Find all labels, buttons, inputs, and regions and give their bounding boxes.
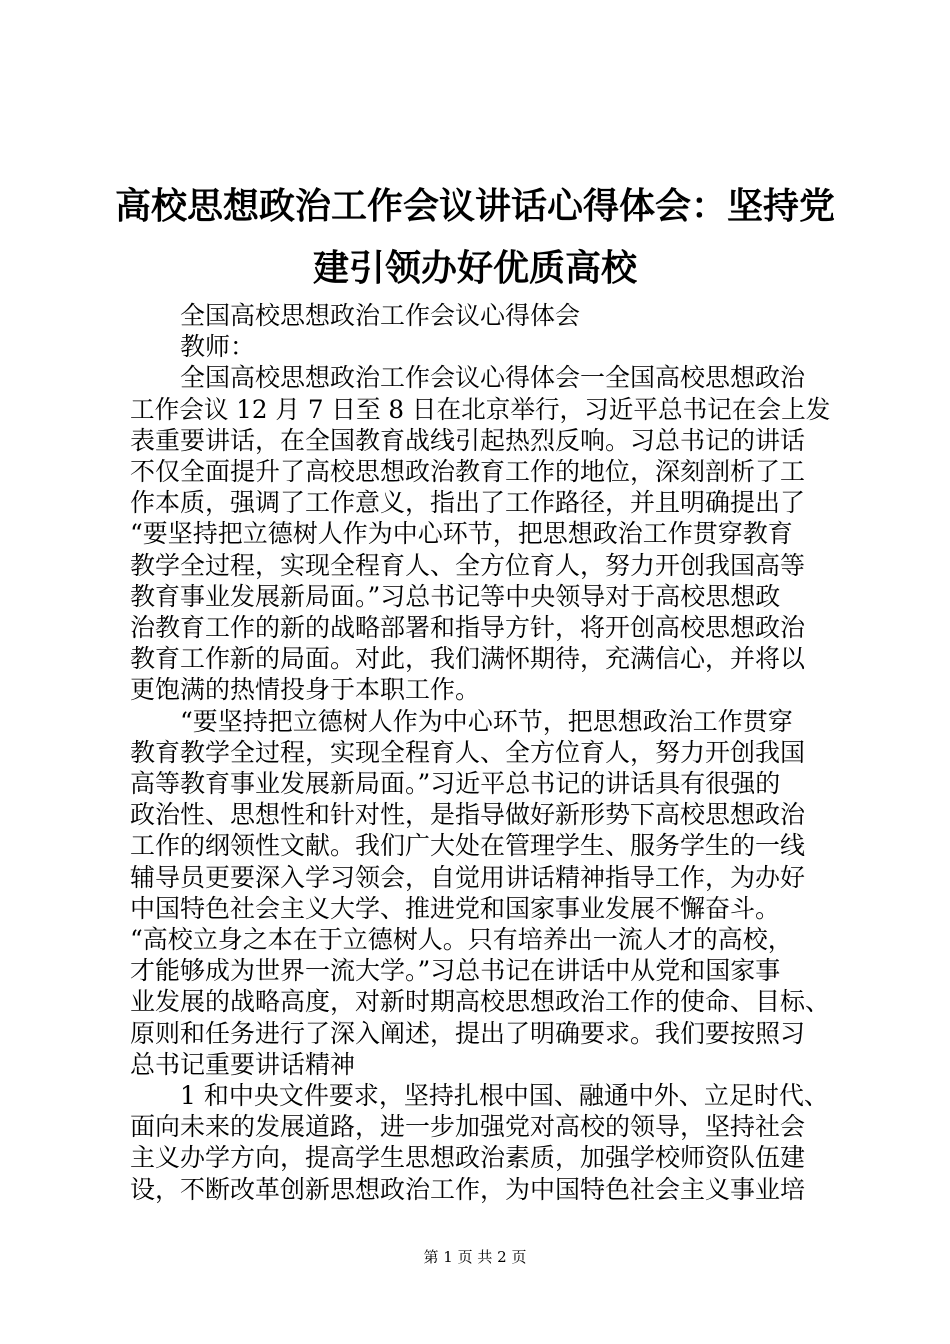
title-text: 建引领办好优质高校 xyxy=(312,247,637,289)
body-line: 总书记重要讲话精神 xyxy=(130,1049,356,1079)
body-line: 业发展的战略高度，对新时期高校思想政治工作的使命、目标、 xyxy=(130,987,831,1017)
body-line: “高校立身之本在于立德树人。只有培养出一流人才的高校， xyxy=(130,925,793,954)
body-line: 中国特色社会主义大学、推进党和国家事业发展不懈奋斗。 xyxy=(130,893,781,923)
body-line: 治教育工作的新的战略部署和指导方针，将开创高校思想政治 xyxy=(130,613,806,642)
body-line: 教育工作新的局面。对此，我们满怀期待，充满信心，并将以 xyxy=(130,644,806,674)
page-footer: 第 1 页 共 2 页 xyxy=(423,1248,527,1266)
body-line: 设，不断改革创新思想政治工作，为中国特色社会主义事业培 xyxy=(130,1174,806,1204)
body-line: 1 和中央文件要求，坚持扎根中国、融通中外、立足时代、 xyxy=(180,1081,829,1110)
document-title-line-2 xyxy=(100,247,850,289)
body-line: 教育教学全过程，实现全程育人、全方位育人，努力开创我国 xyxy=(130,737,806,767)
body-line: 工作的纲领性文献。我们广大处在管理学生、服务学生的一线 xyxy=(130,831,806,861)
body-line: 作本质，强调了工作意义，指出了工作路径，并且明确提出了 xyxy=(130,488,806,518)
body-line: 面向未来的发展道路，进一步加强党对高校的领导，坚持社会 xyxy=(130,1112,806,1142)
body-line: 教学全过程，实现全程育人、全方位育人，努力开创我国高等 xyxy=(130,550,806,580)
body-line: 辅导员更要深入学习领会，自觉用讲话精神指导工作，为办好 xyxy=(130,862,806,892)
body-line: “要坚持把立德树人作为中心环节，把思想政治工作贯穿教育 xyxy=(130,519,793,549)
body-line: 全国高校思想政治工作会议心得体会一全国高校思想政治 xyxy=(180,363,806,393)
body-line: 教师： xyxy=(180,332,256,362)
body-line: 才能够成为世界一流大学。”习总书记在讲话中从党和国家事 xyxy=(130,956,781,986)
body-line: 原则和任务进行了深入阐述，提出了明确要求。我们要按照习 xyxy=(130,1018,806,1048)
body-line: 高等教育事业发展新局面。”习近平总书记的讲话具有很强的 xyxy=(130,769,781,798)
body-line: 教育事业发展新局面。”习总书记等中央领导对于高校思想政 xyxy=(130,581,781,611)
document-title-line-1 xyxy=(100,185,850,227)
body-line: 更饱满的热情投身于本职工作。 xyxy=(130,675,481,705)
body-line: 主义办学方向，提高学生思想政治素质，加强学校师资队伍建 xyxy=(130,1143,806,1173)
body-line: 工作会议 12 月 7 日至 8 日在北京举行，习近平总书记在会上发 xyxy=(130,394,831,424)
title-text: 高校思想政治工作会议讲话心得体会：坚持党 xyxy=(114,185,835,227)
body-line: 表重要讲话，在全国教育战线引起热烈反响。习总书记的讲话 xyxy=(130,425,806,455)
body-line: 政治性、思想性和针对性，是指导做好新形势下高校思想政治 xyxy=(130,800,806,830)
body-line: “要坚持把立德树人作为中心环节，把思想政治工作贯穿 xyxy=(180,706,793,736)
body-line: 全国高校思想政治工作会议心得体会 xyxy=(180,301,581,330)
body-line: 不仅全面提升了高校思想政治教育工作的地位，深刻剖析了工 xyxy=(130,457,806,486)
